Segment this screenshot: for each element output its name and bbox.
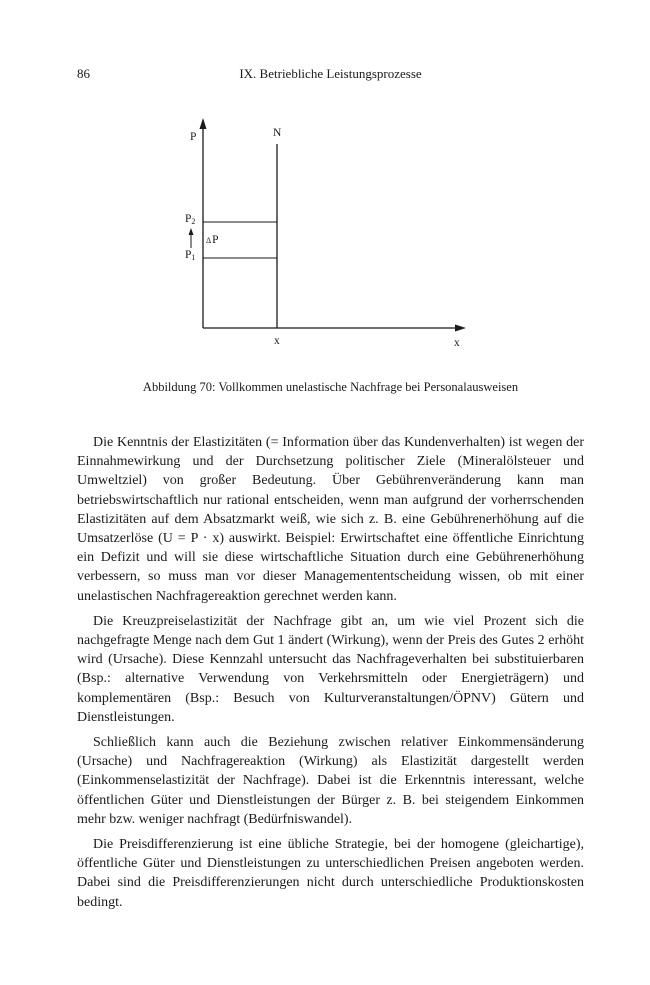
paragraph: Die Kreuzpreiselastizität der Nachfrage gibt an, um wie viel Prozent sich die nachgefragte Menge nach dem Gut 1 ändert (Wirkung), wenn der Preis des Gutes 2 erhöht wird (Ursache). Diese Kennzahl untersucht das Nachfrageverhalten bei substituierbaren (Bsp.: alternative Verwendung von Verkehrsmitteln oder Energieträgern) und komplementären (Bsp.: Besuch von Kulturveranstaltungen/ÖPNV) Gütern und Dienstleistungen. xyxy=(77,613,584,725)
paragraph: Schließlich kann auch die Beziehung zwischen relativer Einkommensänderung (Ursache) und Nachfragereaktion (Wirkung) als Elastizität dargestellt werden (Einkommenselastizität der Nachfrage). Dabei ist die Erkenntnis interessant, welche öffentlichen Güter und Dienstleistungen der Bürger z. B. bei steigendem Einkommen mehr bzw. weniger nachfragt (Bedürfniswandel). xyxy=(77,735,584,827)
figure-caption: Abbildung 70: Vollkommen unelastische Nachfrage bei Personalausweisen xyxy=(142,380,519,394)
page-header xyxy=(77,66,584,84)
price-increase-arrowhead xyxy=(189,228,194,235)
x-quantity-label: x xyxy=(274,335,280,347)
running-title: IX. Betriebliche Leistungsprozesse xyxy=(239,66,422,81)
demand-label: N xyxy=(273,127,282,139)
x-axis-label: x xyxy=(454,337,460,349)
delta-p-label: ΔP xyxy=(206,234,219,246)
p1-label: $P_1$ xyxy=(185,249,196,262)
paragraph: Die Kenntnis der Elastizitäten (= Information über das Kundenverhalten) ist wegen der Einnahmewirkung und der Durchsetzung politischer Ziele (Mineralölsteuer und Umweltziel) von großer Bedeutung. Über Gebührenveränderung kann man betriebswirtschaftlich nur rational entscheiden, wenn man aufgrund der vorherrschenden Elastizitäten auf dem Absatzmarkt weiß, wie sich z. B. eine Gebührenerhöhung auf die Umsatzerlöse (U = P · x) auswirkt. Beispiel: Erwirtschaftet eine öffentliche Einrichtung ein Defizit und will sie diese wirtschaftliche Situation durch eine Gebührenerhöhung verbessern, so muss man vor dieser Managemententscheidung wissen, ob mit einer unelastischen Nachfragereaktion gerechnet werden kann. xyxy=(77,435,584,604)
page-number: 86 xyxy=(77,66,90,81)
y-axis-arrowhead xyxy=(200,118,207,129)
y-axis-label: P xyxy=(190,131,197,143)
x-axis-arrowhead xyxy=(455,325,466,332)
demand-diagram xyxy=(170,115,490,355)
body-text xyxy=(77,433,584,918)
p2-label: $P_2$ xyxy=(185,213,196,226)
paragraph: Die Preisdifferenzierung ist eine übliche Strategie, bei der homogene (gleichartige), öffentliche Güter und Dienstleistungen zu unterschiedlichen Preisen angeboten werden. Dabei sind die Preisdifferenzierungen nicht durch unterschiedliche Produktionskosten bedingt. xyxy=(77,837,584,910)
